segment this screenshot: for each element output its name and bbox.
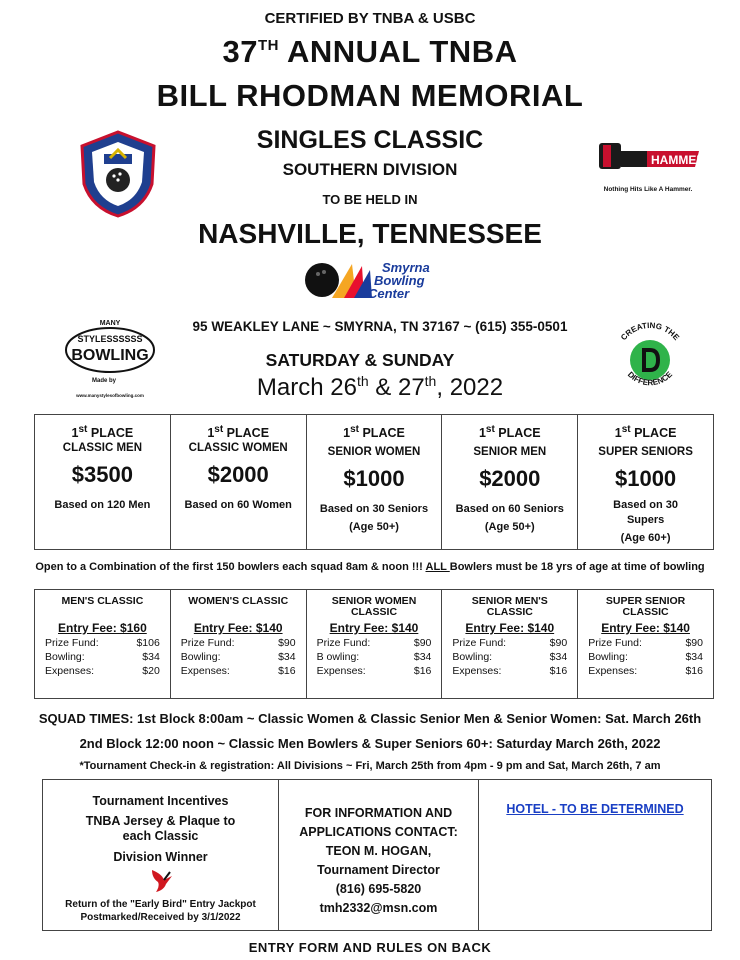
- prize-basis: Based on 30 Supers: [613, 499, 678, 527]
- contact-phone: (816) 695-5820: [335, 882, 422, 896]
- fee-division-name: SENIOR WOMEN CLASSIC: [331, 595, 417, 618]
- fee-bowling-row: B owling: $34: [316, 651, 432, 663]
- city-title: NASHVILLE, TENNESSEE: [198, 218, 542, 249]
- many-bowling-text: BOWLING: [71, 347, 149, 364]
- prize-table: [34, 414, 714, 550]
- svg-text:CREATING THE: [619, 322, 681, 343]
- event-dates: [150, 373, 610, 402]
- prize-place: 1st PLACE: [614, 424, 677, 441]
- fee-entry: Entry Fee: $140: [465, 621, 555, 635]
- early-bird-line2: Postmarked/Received by 3/1/2022: [80, 912, 241, 923]
- prize-place: 1st PLACE: [71, 424, 134, 441]
- contact-email[interactable]: tmh2332@msn.com: [319, 901, 438, 915]
- prize-amount: $2000: [479, 466, 541, 492]
- prize-senior-women: [307, 415, 443, 549]
- fee-entry: Entry Fee: $140: [329, 621, 419, 635]
- fee-bowling-row: Bowling: $34: [45, 651, 160, 663]
- squad-times-line2: 2nd Block 12:00 noon ~ Classic Men Bowlers & Super Seniors 60+: Saturday March 26th, 2022: [79, 736, 661, 751]
- fee-expenses-row: Expenses: $16: [588, 665, 703, 677]
- fee-division-name: SUPER SENIOR CLASSIC: [605, 595, 686, 618]
- prize-amount: $1000: [343, 466, 405, 492]
- prize-senior-men: [442, 415, 578, 549]
- hotel-panel: [479, 780, 711, 930]
- fee-table: [34, 589, 714, 699]
- fee-expenses-row: Expenses: $16: [180, 665, 296, 677]
- incentives-title: Tournament Incentives: [92, 794, 229, 808]
- incentives-panel: [43, 780, 279, 930]
- early-bird-note: [43, 898, 278, 924]
- annual-text: ANNUAL TNBA: [278, 34, 518, 69]
- open-notice-a: Open to a Combination of the first 150 bowlers each squad 8am & noon !!!: [35, 561, 426, 573]
- cd-bottom-text: DIFFERENCE: [625, 369, 675, 388]
- fee-senior-mens-classic: [442, 590, 578, 698]
- open-notice-b: Bowlers must be 18 yrs of age at time of bowling: [449, 561, 705, 573]
- footer-note: ENTRY FORM AND RULES ON BACK: [248, 940, 492, 955]
- fee-senior-women-classic: [307, 590, 443, 698]
- prize-category: CLASSIC MEN: [62, 442, 143, 455]
- tnba-logo: [74, 128, 162, 220]
- fee-division-name: WOMEN'S CLASSIC: [188, 595, 289, 607]
- contact-role: Tournament Director: [317, 863, 440, 877]
- prize-place: 1st PLACE: [207, 424, 270, 441]
- memorial-title: BILL RHODMAN MEMORIAL: [156, 78, 584, 113]
- date-mid: & 27: [368, 374, 425, 401]
- fee-entry: Entry Fee: $140: [601, 621, 690, 635]
- contact-name: TEON M. HOGAN,: [325, 844, 432, 858]
- hammer-brand-text: HAMMER: [651, 153, 703, 167]
- date-a-sup: th: [356, 373, 369, 389]
- fee-division-name: MEN'S CLASSIC: [61, 595, 144, 607]
- creating-difference-logo: [608, 322, 692, 392]
- prize-place: 1st PLACE: [478, 424, 541, 441]
- smyrna-line2: Bowling: [374, 273, 425, 288]
- squad-times-line1: SQUAD TIMES: 1st Block 8:00am ~ Classic Women & Classic Senior Men & Senior Women: Sat. March 26th: [38, 711, 702, 726]
- fee-prize-row: Prize Fund: $90: [316, 637, 432, 649]
- annual-number: 37: [222, 34, 258, 69]
- date-b-sup: th: [424, 373, 437, 389]
- prize-amount: $1000: [614, 466, 677, 492]
- fee-prize-row: Prize Fund: $90: [588, 637, 703, 649]
- cd-top-text: CREATING THE: [619, 322, 682, 343]
- hammer-logo: [593, 137, 703, 197]
- fee-bowling-row: Bowling: $34: [588, 651, 703, 663]
- prize-category: SENIOR WOMEN: [327, 446, 421, 459]
- incentives-winner: Division Winner: [113, 850, 208, 864]
- contact-panel: [279, 780, 479, 930]
- prize-basis: Based on 60 Seniors: [455, 503, 564, 516]
- fee-expenses-row: Expenses: $16: [316, 665, 432, 677]
- venue-address: 95 WEAKLEY LANE ~ SMYRNA, TN 37167 ~ (615) 355-0501: [192, 319, 568, 334]
- prize-age: (Age 50+): [484, 521, 535, 534]
- contact-line1: FOR INFORMATION AND: [304, 806, 453, 820]
- division-title: SOUTHERN DIVISION: [282, 160, 458, 179]
- prize-age: (Age 60+): [620, 532, 671, 545]
- info-box: [42, 779, 712, 931]
- many-made-text: Made by: [92, 378, 117, 384]
- prize-basis: Based on 120 Men: [54, 499, 151, 512]
- smyrna-logo: [300, 258, 450, 302]
- prize-category: SENIOR MEN: [473, 446, 547, 459]
- smyrna-line3: Center: [368, 286, 410, 301]
- fee-mens-classic: [35, 590, 171, 698]
- fee-prize-row: Prize Fund: $90: [180, 637, 296, 649]
- fee-expenses-row: Expenses: $16: [452, 665, 568, 677]
- prize-classic-women: [171, 415, 307, 549]
- hotel-link[interactable]: HOTEL - TO BE DETERMINED: [506, 802, 684, 816]
- date-end: , 2022: [436, 374, 504, 401]
- hammer-tagline: Nothing Hits Like A Hammer.: [603, 186, 693, 193]
- prize-amount: $2000: [207, 462, 269, 488]
- date-a: March 26: [256, 374, 357, 401]
- certified-line: CERTIFIED BY TNBA & USBC: [264, 10, 476, 27]
- fee-division-name: SENIOR MEN'S CLASSIC: [471, 595, 548, 618]
- fee-prize-row: Prize Fund: $90: [452, 637, 568, 649]
- many-top-text: MANY: [99, 320, 121, 327]
- contact-line2: APPLICATIONS CONTACT:: [299, 825, 458, 839]
- event-days: SATURDAY & SUNDAY: [265, 350, 455, 370]
- fee-womens-classic: [171, 590, 307, 698]
- checkin-notice: *Tournament Check-in & registration: All Divisions ~ Fri, March 25th from 4pm - 9 pm and Sat, March 26th, 7 am: [79, 760, 661, 772]
- fee-expenses-row: Expenses: $20: [45, 665, 160, 677]
- prize-category: SUPER SENIORS: [598, 446, 693, 459]
- prize-classic-men: [35, 415, 171, 549]
- prize-place: 1st PLACE: [343, 424, 405, 441]
- incentives-jersey: TNBA Jersey & Plaque to each Classic: [85, 814, 236, 843]
- singles-title: SINGLES CLASSIC: [256, 126, 484, 154]
- fee-entry: Entry Fee: $160: [58, 621, 147, 635]
- open-notice-all: ALL: [425, 561, 450, 573]
- prize-category: CLASSIC WOMEN: [188, 442, 288, 455]
- fee-super-senior-classic: [578, 590, 713, 698]
- many-styles-text: STYLESSSSSS: [77, 334, 143, 344]
- smyrna-line1: Smyrna: [382, 260, 430, 275]
- annual-title: [0, 34, 740, 70]
- annual-suffix: TH: [257, 37, 279, 54]
- fee-prize-row: Prize Fund: $106: [45, 637, 160, 649]
- fee-bowling-row: Bowling: $34: [180, 651, 296, 663]
- early-bird-line1: Return of the "Early Bird" Entry Jackpot: [65, 899, 256, 910]
- many-url-text: www.manystylesofbowling.com: [76, 393, 144, 398]
- prize-age: (Age 50+): [349, 521, 399, 534]
- prize-basis: Based on 30 Seniors: [319, 503, 429, 516]
- many-styles-logo: [62, 318, 158, 400]
- fee-entry: Entry Fee: $140: [193, 621, 283, 635]
- held-in: TO BE HELD IN: [322, 192, 418, 207]
- open-notice: [0, 561, 740, 573]
- bird-icon: [43, 866, 278, 892]
- fee-bowling-row: Bowling: $34: [452, 651, 568, 663]
- prize-amount: $3500: [71, 462, 133, 488]
- prize-super-seniors: [578, 415, 713, 549]
- prize-basis: Based on 60 Women: [184, 499, 292, 512]
